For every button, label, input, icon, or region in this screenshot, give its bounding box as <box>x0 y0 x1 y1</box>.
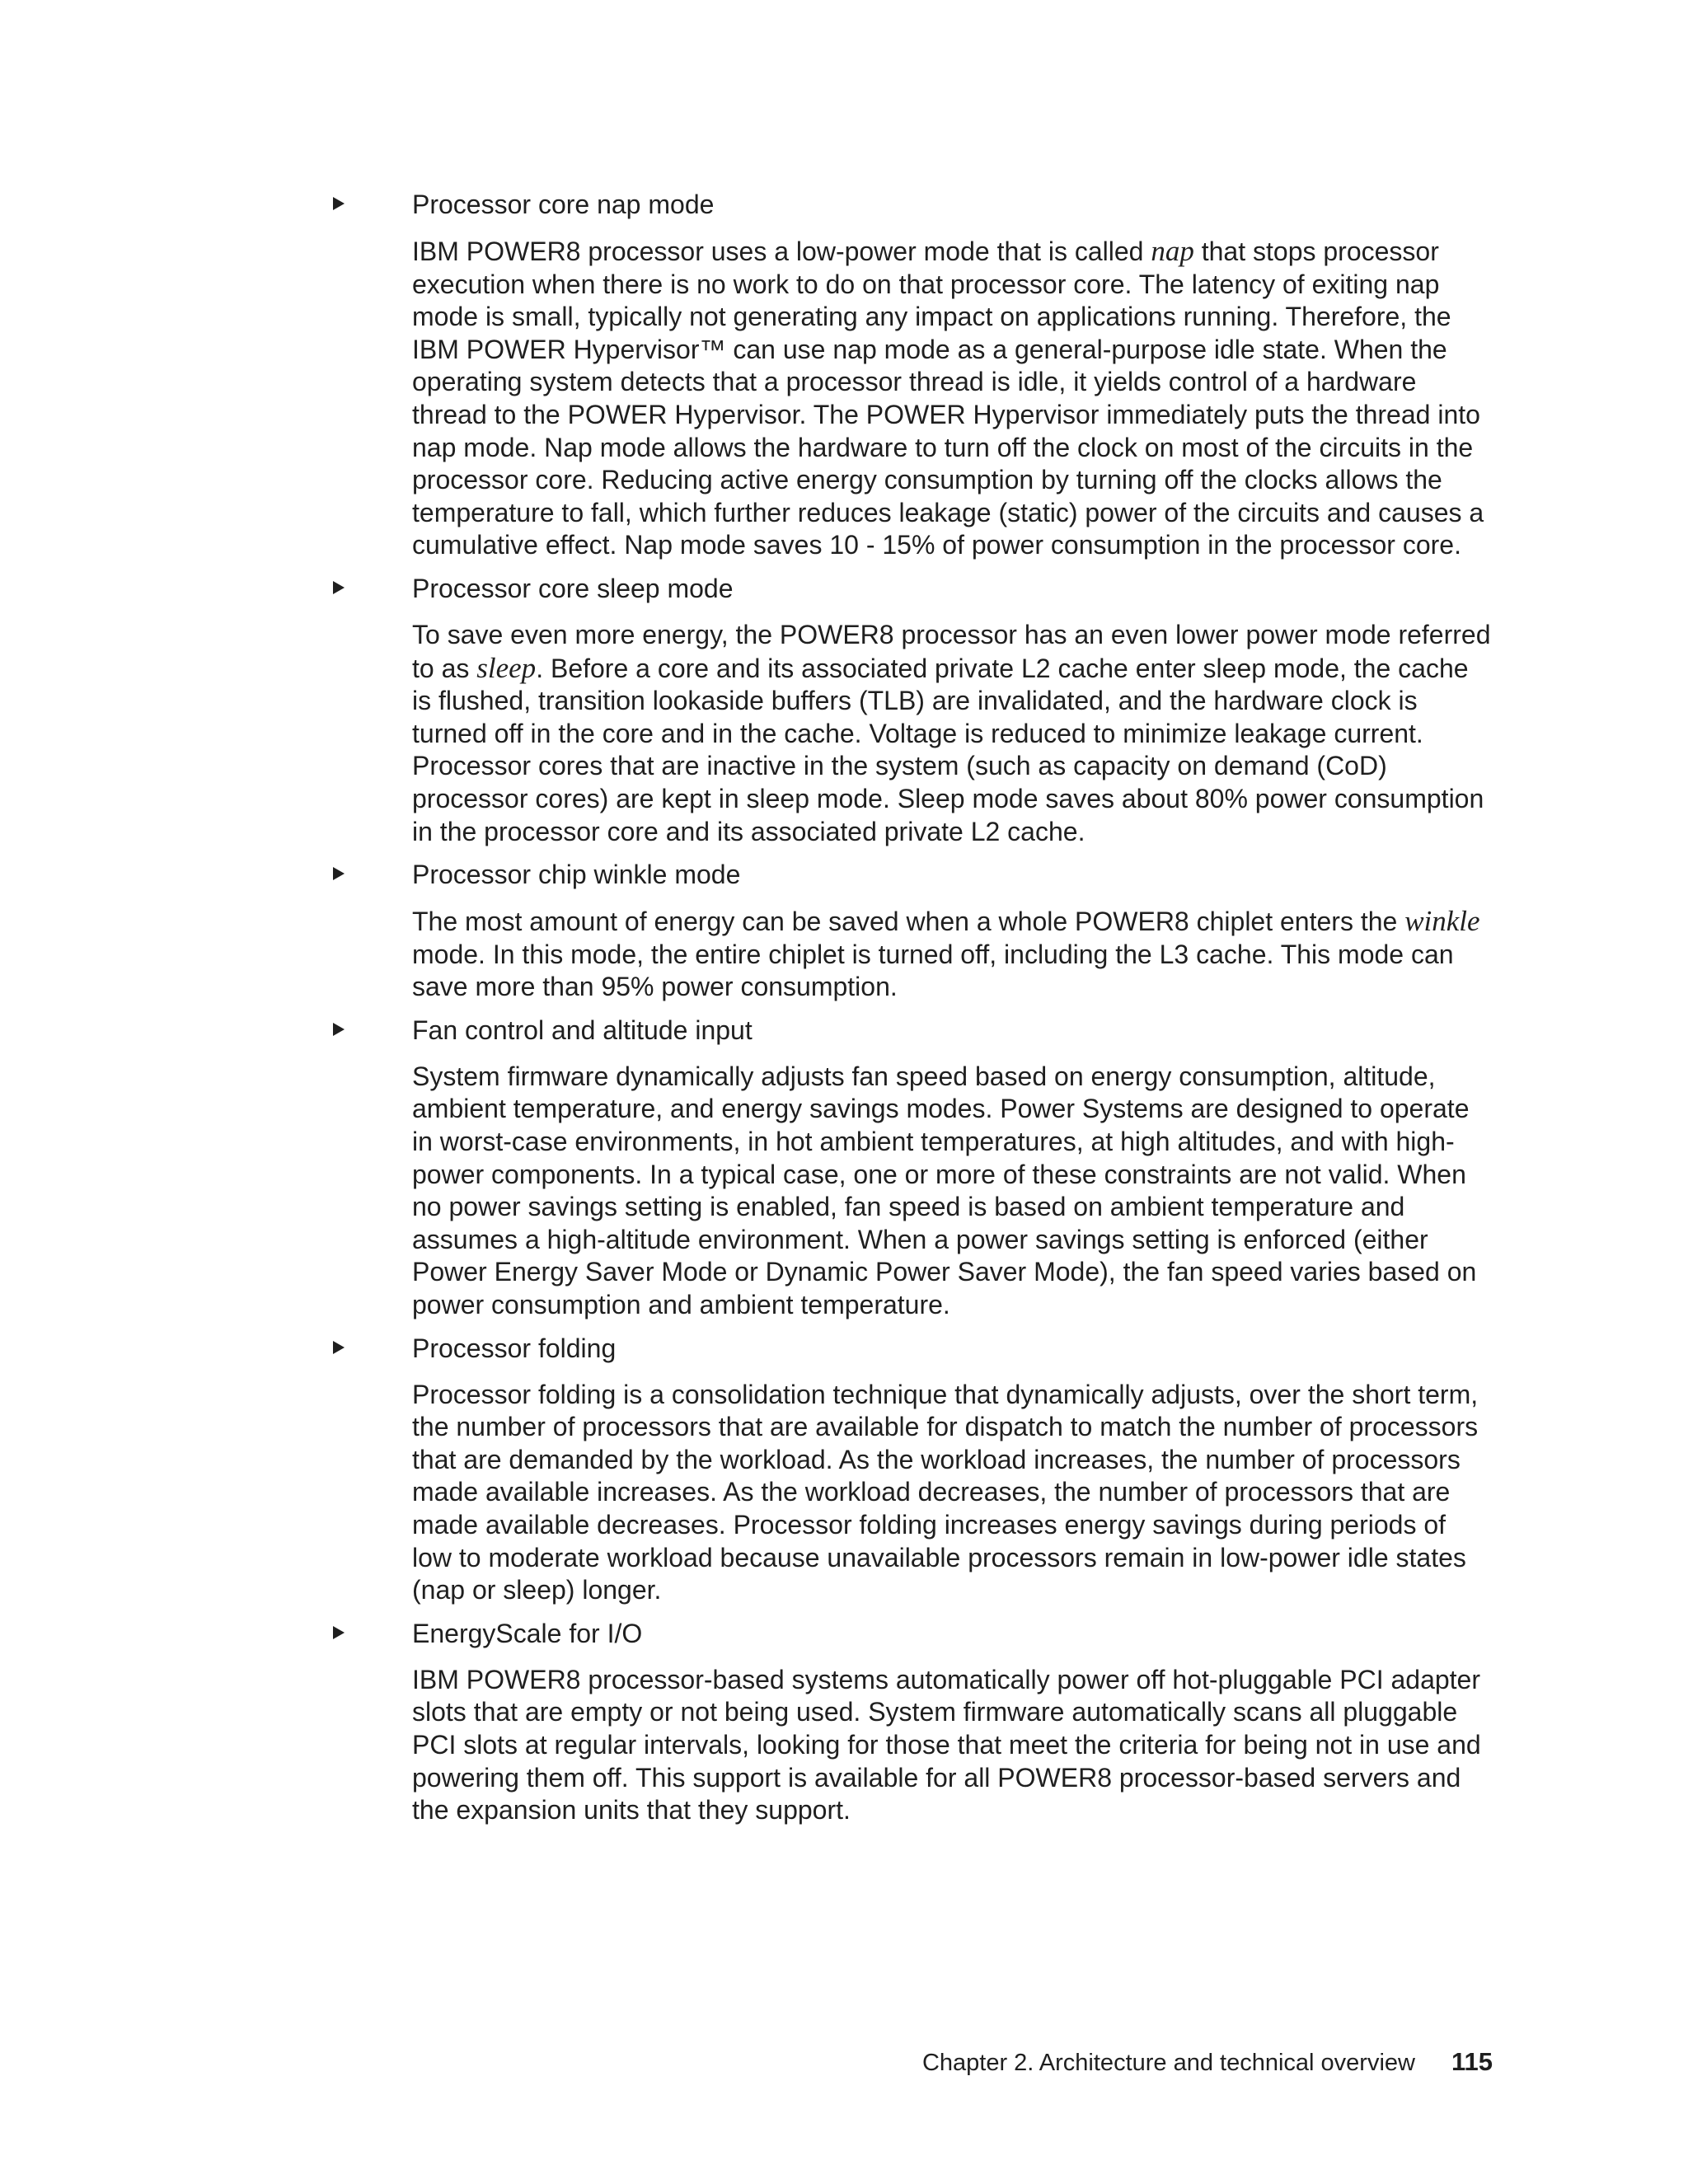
page-footer <box>0 2046 1493 2079</box>
page-number: 115 <box>1451 2047 1493 2076</box>
bullet-arrow-icon <box>333 1341 345 1354</box>
page-content <box>371 188 1492 1837</box>
list-item-nap-mode <box>371 188 1492 562</box>
bullet-arrow-icon <box>333 1023 345 1036</box>
list-item-body <box>412 905 1492 1004</box>
bullet-arrow-icon <box>333 867 345 880</box>
list-item-fan-control <box>371 1014 1492 1322</box>
list-item-energyscale-io <box>371 1617 1492 1827</box>
list-item-title: Processor chip winkle mode <box>412 860 741 890</box>
body-text: that stops processor execution when there is no work to do on that processor core. The latency of exiting nap mode is small, typically not generating any impact on applications running. Therefore, the IBM POWER Hypervisor™ can use nap mode as a general-purpose idle state. When the operating system detects that a processor thread is idle, it yields control of a hardware thread to the POWER Hypervisor. The POWER Hypervisor immediately puts the thread into nap mode. Nap mode allows the hardware to turn off the clock on most of the circuits in the processor core. Reducing active energy consumption by turning off the clocks allows the temperature to fall, which further reduces leakage (static) power of the circuits and causes a cumulative effect. Nap mode saves 10 - 15% of power consumption in the processor core. <box>412 237 1484 560</box>
body-text: IBM POWER8 processor uses a low-power mode that is called <box>412 237 1151 266</box>
list-item-body <box>412 235 1492 562</box>
body-text: The most amount of energy can be saved when a whole POWER8 chiplet enters the <box>412 907 1405 937</box>
body-text: mode. In this mode, the entire chiplet is turned off, including the L3 cache. This mode can save more than 95% power consumption. <box>412 939 1454 1002</box>
list-item-title: Processor core nap mode <box>412 190 715 219</box>
bullet-arrow-icon <box>333 197 345 210</box>
emphasis-term: sleep <box>476 651 537 684</box>
emphasis-term: winkle <box>1404 905 1480 938</box>
list-item-winkle-mode <box>371 858 1492 1004</box>
list-item-title: EnergyScale for I/O <box>412 1618 643 1648</box>
list-item-title: Processor folding <box>412 1333 617 1363</box>
list-item-sleep-mode <box>371 572 1492 848</box>
list-item-title: Processor core sleep mode <box>412 573 734 603</box>
list-item-body: System firmware dynamically adjusts fan speed based on energy consumption, altitude, ambient temperature, and energy savings modes. Power Systems are designed to operate in worst-case environments, in hot ambient temperatures, at high altitudes, and with high-power components. In a typical case, one or more of these constraints are not valid. When no power savings setting is enabled, fan speed is based on ambient temperature and assumes a high-altitude environment. When a power savings setting is enforced (either Power Energy Saver Mode or Dynamic Power Saver Mode), the fan speed varies based on power consumption and ambient temperature. <box>412 1061 1477 1320</box>
bullet-arrow-icon <box>333 1626 345 1639</box>
body-text: . Before a core and its associated private L2 cache enter sleep mode, the cache is flushed, transition lookaside buffers (TLB) are invalidated, and the hardware clock is turned off in the core and in the cache. Voltage is reduced to minimize leakage current. Processor cores that are inactive in the system (such as capacity on demand (CoD) processor cores) are kept in sleep mode. Sleep mode saves about 80% power consumption in the processor core and its associated private L2 cache. <box>412 653 1484 846</box>
body-text: To save even more energy, the POWER8 processor has an even lower power mode referred to as <box>412 619 1491 683</box>
list-item-body <box>412 619 1492 848</box>
list-item-body: Processor folding is a consolidation technique that dynamically adjusts, over the short term, the number of processors that are available for dispatch to match the number of processors that are demanded by the workload. As the workload increases, the number of processors made available increases. As the workload decreases, the number of processors that are made available decreases. Processor folding increases energy savings during periods of low to moderate workload because unavailable processors remain in low-power idle states (nap or sleep) longer. <box>412 1379 1479 1605</box>
footer-chapter-title: Chapter 2. Architecture and technical overview <box>921 2050 1415 2076</box>
bullet-arrow-icon <box>333 581 345 594</box>
list-item-processor-folding <box>371 1332 1492 1607</box>
emphasis-term: nap <box>1151 235 1194 267</box>
list-item-body: IBM POWER8 processor-based systems automatically power off hot-pluggable PCI adapter slots that are empty or not being used. System firmware automatically scans all pluggable PCI slots at regular intervals, looking for those that meet the criteria for being not in use and powering them off. This support is available for all POWER8 processor-based servers and the expansion units that they support. <box>412 1664 1481 1825</box>
list-item-title: Fan control and altitude input <box>412 1015 753 1045</box>
